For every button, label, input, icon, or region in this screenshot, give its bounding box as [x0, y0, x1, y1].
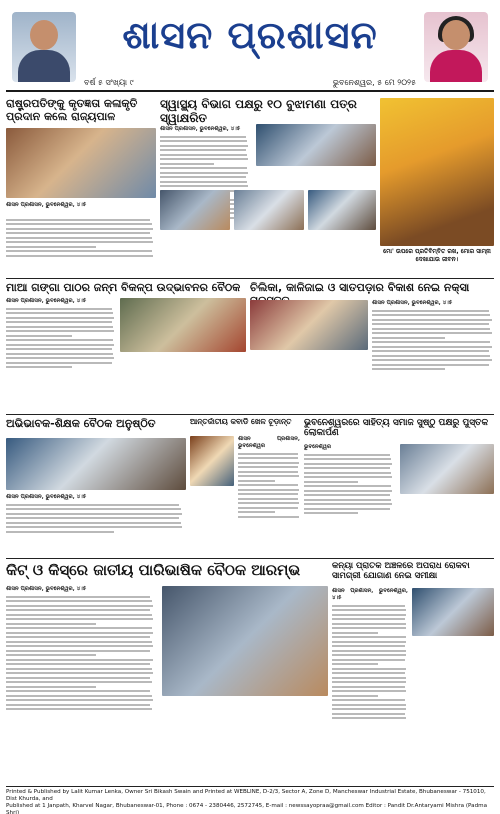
body-text-line [160, 167, 247, 169]
photo-caption: ମୋ' ଉପରେ ପ୍ରତିବିମ୍ବିତ ରଖ, ମୋର ସାମ୍ନା ଦେଖାଯାଉ ଜୀବନ। [380, 248, 494, 274]
body-text-line [6, 219, 150, 221]
body-text-line [304, 476, 392, 478]
story-governor [6, 98, 156, 276]
body-text-line [6, 513, 182, 515]
body-text-line [332, 605, 405, 607]
body-text-line [332, 695, 378, 697]
story-book-release [304, 418, 494, 556]
newspaper-page [6, 6, 494, 814]
body-text-line [6, 308, 112, 310]
body-text-line [6, 330, 114, 332]
story-photo [234, 190, 304, 230]
body-text-line [160, 176, 246, 178]
story-body: ଶାସନ ପ୍ରଶାସନ, ଭୁବନେଶ୍ୱର [238, 436, 300, 520]
imprint-line [6, 786, 494, 814]
story-photo [400, 444, 494, 494]
story-parent-teacher [6, 418, 186, 556]
body-text-line [160, 149, 246, 151]
section-divider [6, 414, 494, 415]
body-text-line [304, 463, 392, 465]
body-text-line [6, 321, 112, 323]
story-photo [250, 300, 368, 350]
body-text-line [6, 522, 181, 524]
body-text-line [332, 645, 405, 647]
body-text-line [6, 241, 153, 243]
headline: ଅଭିଭାବକ-ଶିକ୍ଷକ ବୈଠକ ଅନୁଷ୍ଠିତ [6, 418, 156, 430]
headline: ଚିଲିକା, କାଳିଜାଇ ଓ ସାତପଡ଼ାର ବିକାଶ ନେଇ ନକ୍ସା [250, 282, 470, 294]
body-text-line [238, 502, 299, 504]
masthead [6, 6, 494, 92]
body-text-line [304, 499, 391, 501]
body-text-line [332, 699, 405, 701]
section-divider [6, 278, 494, 279]
body-text-line [6, 663, 150, 665]
body-text-line [332, 632, 378, 634]
body-text-line [6, 699, 153, 701]
body-text-line [372, 355, 490, 357]
story-body: ଶାସନ ପ୍ରଶାସନ, ଭୁବନେଶ୍ୱର, ୪।୫ [6, 494, 186, 535]
body-text-line [238, 511, 275, 513]
body-text-line [372, 314, 490, 316]
story-kabaddi [190, 418, 300, 556]
story-photo [6, 438, 186, 490]
issue-date: ଭୁବନେଶ୍ୱର, ୫ ମେ ୨୦୨୫ [332, 78, 416, 87]
body-text-line [372, 368, 445, 370]
body-text-line [332, 663, 378, 665]
story-chilika [250, 282, 494, 412]
body-text-line [160, 154, 247, 156]
editor-portrait [12, 12, 76, 82]
body-text-line [160, 145, 248, 147]
body-text-line [6, 623, 96, 625]
body-text-line [160, 140, 247, 142]
body-text-line [6, 344, 114, 346]
body-text-line [304, 485, 391, 487]
body-text-line [332, 609, 406, 611]
body-text-line [6, 672, 153, 674]
body-text-line [6, 326, 113, 328]
body-text-line [6, 366, 72, 368]
body-text-line [372, 310, 489, 312]
body-text-line [304, 494, 390, 496]
body-text-line [6, 686, 96, 688]
story-body: ଶାସନ ପ୍ରଶାସନ, ଭୁବନେଶ୍ୱର, ୪।୫ [6, 202, 156, 259]
body-text-line [6, 654, 96, 656]
story-ganga [6, 282, 246, 412]
dateline [6, 76, 494, 90]
body-text-line [332, 654, 406, 656]
body-text-line [332, 659, 405, 661]
body-text-line [332, 623, 406, 625]
body-text-line [372, 332, 492, 334]
body-text-line [6, 335, 72, 337]
body-text-line [6, 246, 96, 248]
body-text-line [304, 458, 391, 460]
body-text-line [304, 481, 358, 483]
body-text-line [372, 350, 489, 352]
body-text-line [238, 493, 298, 495]
body-text-line [6, 641, 152, 643]
body-text-line [372, 346, 492, 348]
body-text-line [6, 650, 150, 652]
story-body: ଶାସନ ପ୍ରଶାସନ, ଭୁବନେଶ୍ୱର, ୪।୫ [332, 588, 408, 722]
body-text-line [304, 490, 392, 492]
body-text-line [332, 641, 406, 643]
body-text-line [160, 163, 214, 165]
body-text-line [304, 467, 390, 469]
body-text-line [6, 605, 153, 607]
body-text-line [372, 341, 490, 343]
body-text-line [332, 681, 406, 683]
section-divider [6, 558, 494, 559]
body-text-line [332, 717, 406, 719]
body-text-line [6, 232, 150, 234]
body-text-line [6, 504, 179, 506]
body-text-line [6, 362, 112, 364]
body-text-line [160, 185, 248, 187]
body-text-line [332, 636, 406, 638]
story-photo [160, 190, 230, 230]
story-photo [120, 298, 246, 352]
body-text-line [332, 668, 406, 670]
body-text-line [304, 508, 390, 510]
body-text-line [332, 627, 406, 629]
body-text-line [238, 489, 299, 491]
story-sai-baba [380, 98, 494, 276]
story-body: ଭୁବନେଶ୍ୱର [304, 444, 394, 517]
headline: ମାଆ ଗଙ୍ଗା ପାଠର ଜନ୍ମ ବିକଳ୍ପ ଉଦ୍ଭାବନର ବୈଠକ [6, 282, 241, 294]
body-text-line [6, 636, 150, 638]
body-text-line [238, 453, 298, 455]
body-text-line [6, 508, 181, 510]
body-text-line [332, 686, 405, 688]
body-text-line [6, 317, 114, 319]
body-text-line [372, 364, 489, 366]
body-text-line [6, 531, 114, 533]
body-text-line [6, 668, 152, 670]
body-text-line [6, 353, 113, 355]
body-text-line [6, 614, 152, 616]
body-text-line [6, 526, 182, 528]
body-text-line [6, 618, 153, 620]
body-text-line [160, 136, 246, 138]
body-text-line [160, 181, 247, 183]
body-text-line [6, 596, 150, 598]
body-text-line [238, 480, 275, 482]
body-text-line [372, 319, 492, 321]
body-text-line [6, 357, 114, 359]
story-body: ଶାସନ ପ୍ରଶାସନ, ଭୁବନେଶ୍ୱର, ୪।୫ [6, 298, 116, 371]
imprint-line-2: Published at 1 Janpath, Kharvel Nagar, Bhubaneswar-01, Phone : 0674 - 2380446, 2572745, E-mail : newssayopraa@gmail.com Editor : Pandit Dr.Antaryami Mishra (Padma Shri) [6, 803, 487, 814]
body-text-line [6, 708, 152, 710]
headline: ଭୁବନେଶ୍ୱରରେ ସାହିତ୍ୟ ସମାଜ ସୁଷ୍ଠୁ ପକ୍ଷରୁ ପୁସ୍ତକ ଲୋକାର୍ପଣ [304, 418, 489, 439]
headline: ଆନ୍ତର୍ଜାତୀୟ କବାଡି ଖେଳ ଚୂଡ଼ାନ୍ତ [190, 418, 292, 426]
contributor-portrait [424, 12, 488, 82]
deity-photo [380, 98, 494, 246]
newspaper-title: ଶାସନ ପ୍ରଶାସନ [122, 12, 378, 57]
body-text-line [6, 237, 152, 239]
story-photo [190, 436, 234, 486]
body-text-line [160, 172, 248, 174]
story-body: ଶାସନ ପ୍ରଶାସନ, ଭୁବନେଶ୍ୱର, ୪।୫ [372, 300, 494, 373]
body-text-line [332, 614, 406, 616]
body-text-line [238, 516, 299, 518]
story-body: ଶାସନ ପ୍ରଶାସନ, ଭୁବନେଶ୍ୱର, ୪।୫ [6, 586, 156, 713]
body-text-line [332, 704, 406, 706]
imprint-line-1: Printed & Published by Lalit Kumar Lenka, Owner Sri Bikash Swain and Printed at WEBLINE, D-2/3, Sector A, Zone D, Mancheswar Industrial Estate, Bhubaneswar - 751010, Dist Khurda, and [6, 789, 486, 802]
body-text-line [6, 339, 113, 341]
body-text-line [6, 600, 152, 602]
body-text-line [6, 250, 152, 252]
body-text-line [6, 681, 152, 683]
body-text-line [6, 228, 153, 230]
body-text-line [304, 503, 392, 505]
body-text-line [6, 517, 179, 519]
story-safety-review [332, 562, 494, 782]
body-text-line [332, 672, 405, 674]
story-photo [412, 588, 494, 636]
body-text-line [6, 632, 153, 634]
body-text-line [6, 690, 150, 692]
body-text-line [6, 223, 152, 225]
body-text-line [304, 512, 358, 514]
body-text-line [332, 677, 406, 679]
body-text-line [6, 704, 150, 706]
headline: ସ୍ୱାସ୍ଥ୍ୟ ବିଭାଗ ପକ୍ଷରୁ ୧୦ ବୁଝାମଣା ପତ୍ର ସ୍ୱାକ୍ଷରିତ [160, 98, 357, 125]
body-text-line [372, 323, 489, 325]
body-text-line [332, 618, 405, 620]
body-text-line [238, 457, 298, 459]
body-text-line [304, 454, 390, 456]
body-text-line [238, 466, 298, 468]
body-text-line [372, 359, 492, 361]
body-text-line [6, 645, 153, 647]
body-text-line [238, 507, 298, 509]
story-health-mou [160, 98, 376, 276]
body-text-line [332, 690, 406, 692]
body-text-line [6, 348, 112, 350]
story-kiit-kiss [6, 562, 328, 782]
story-photo [256, 124, 376, 166]
body-text-line [238, 498, 298, 500]
body-text-line [332, 713, 405, 715]
headline: ରାଷ୍ଟ୍ରପତିଙ୍କୁ କୃତଜ୍ଞତା କଳାକୃତି ପ୍ରଦାନ କଲେ ରାଜ୍ୟପାଳ [6, 98, 138, 123]
body-text-line [238, 462, 299, 464]
body-text-line [6, 312, 113, 314]
body-text-line [6, 609, 150, 611]
edition-number: ବର୍ଷ ୫ ସଂଖ୍ୟା ୯ [84, 78, 134, 87]
body-text-line [6, 255, 153, 257]
body-text-line [332, 708, 406, 710]
story-body: ଶାସନ ପ୍ରଶାସନ, ଭୁବନେଶ୍ୱର, ୪।୫ [160, 126, 250, 221]
body-text-line [6, 677, 150, 679]
headline: କିଟ୍ ଓ କିସ୍‌ରେ ଜାତୀୟ ପାରିଭାଷିକ ବୈଠକ ଆରମ୍ଭ [6, 562, 301, 579]
body-text-line [238, 475, 299, 477]
body-text-line [6, 627, 152, 629]
story-photo [6, 128, 156, 198]
body-text-line [332, 650, 406, 652]
body-text-line [372, 337, 445, 339]
body-text-line [238, 471, 298, 473]
body-text-line [372, 328, 490, 330]
body-text-line [6, 695, 152, 697]
story-photo [162, 586, 328, 696]
body-text-line [238, 484, 298, 486]
headline: କନ୍ୟା ପ୍ରାତିକି ଅଞ୍ଚଳରେ ଅପରାଧ ରୋକିବା ସାମଗ୍ରୀ ଯୋଗାଣ ନେଇ ସମୀକ୍ଷା [332, 562, 470, 581]
body-text-line [160, 158, 248, 160]
story-photo [308, 190, 376, 230]
body-text-line [6, 659, 153, 661]
body-text-line [304, 472, 391, 474]
